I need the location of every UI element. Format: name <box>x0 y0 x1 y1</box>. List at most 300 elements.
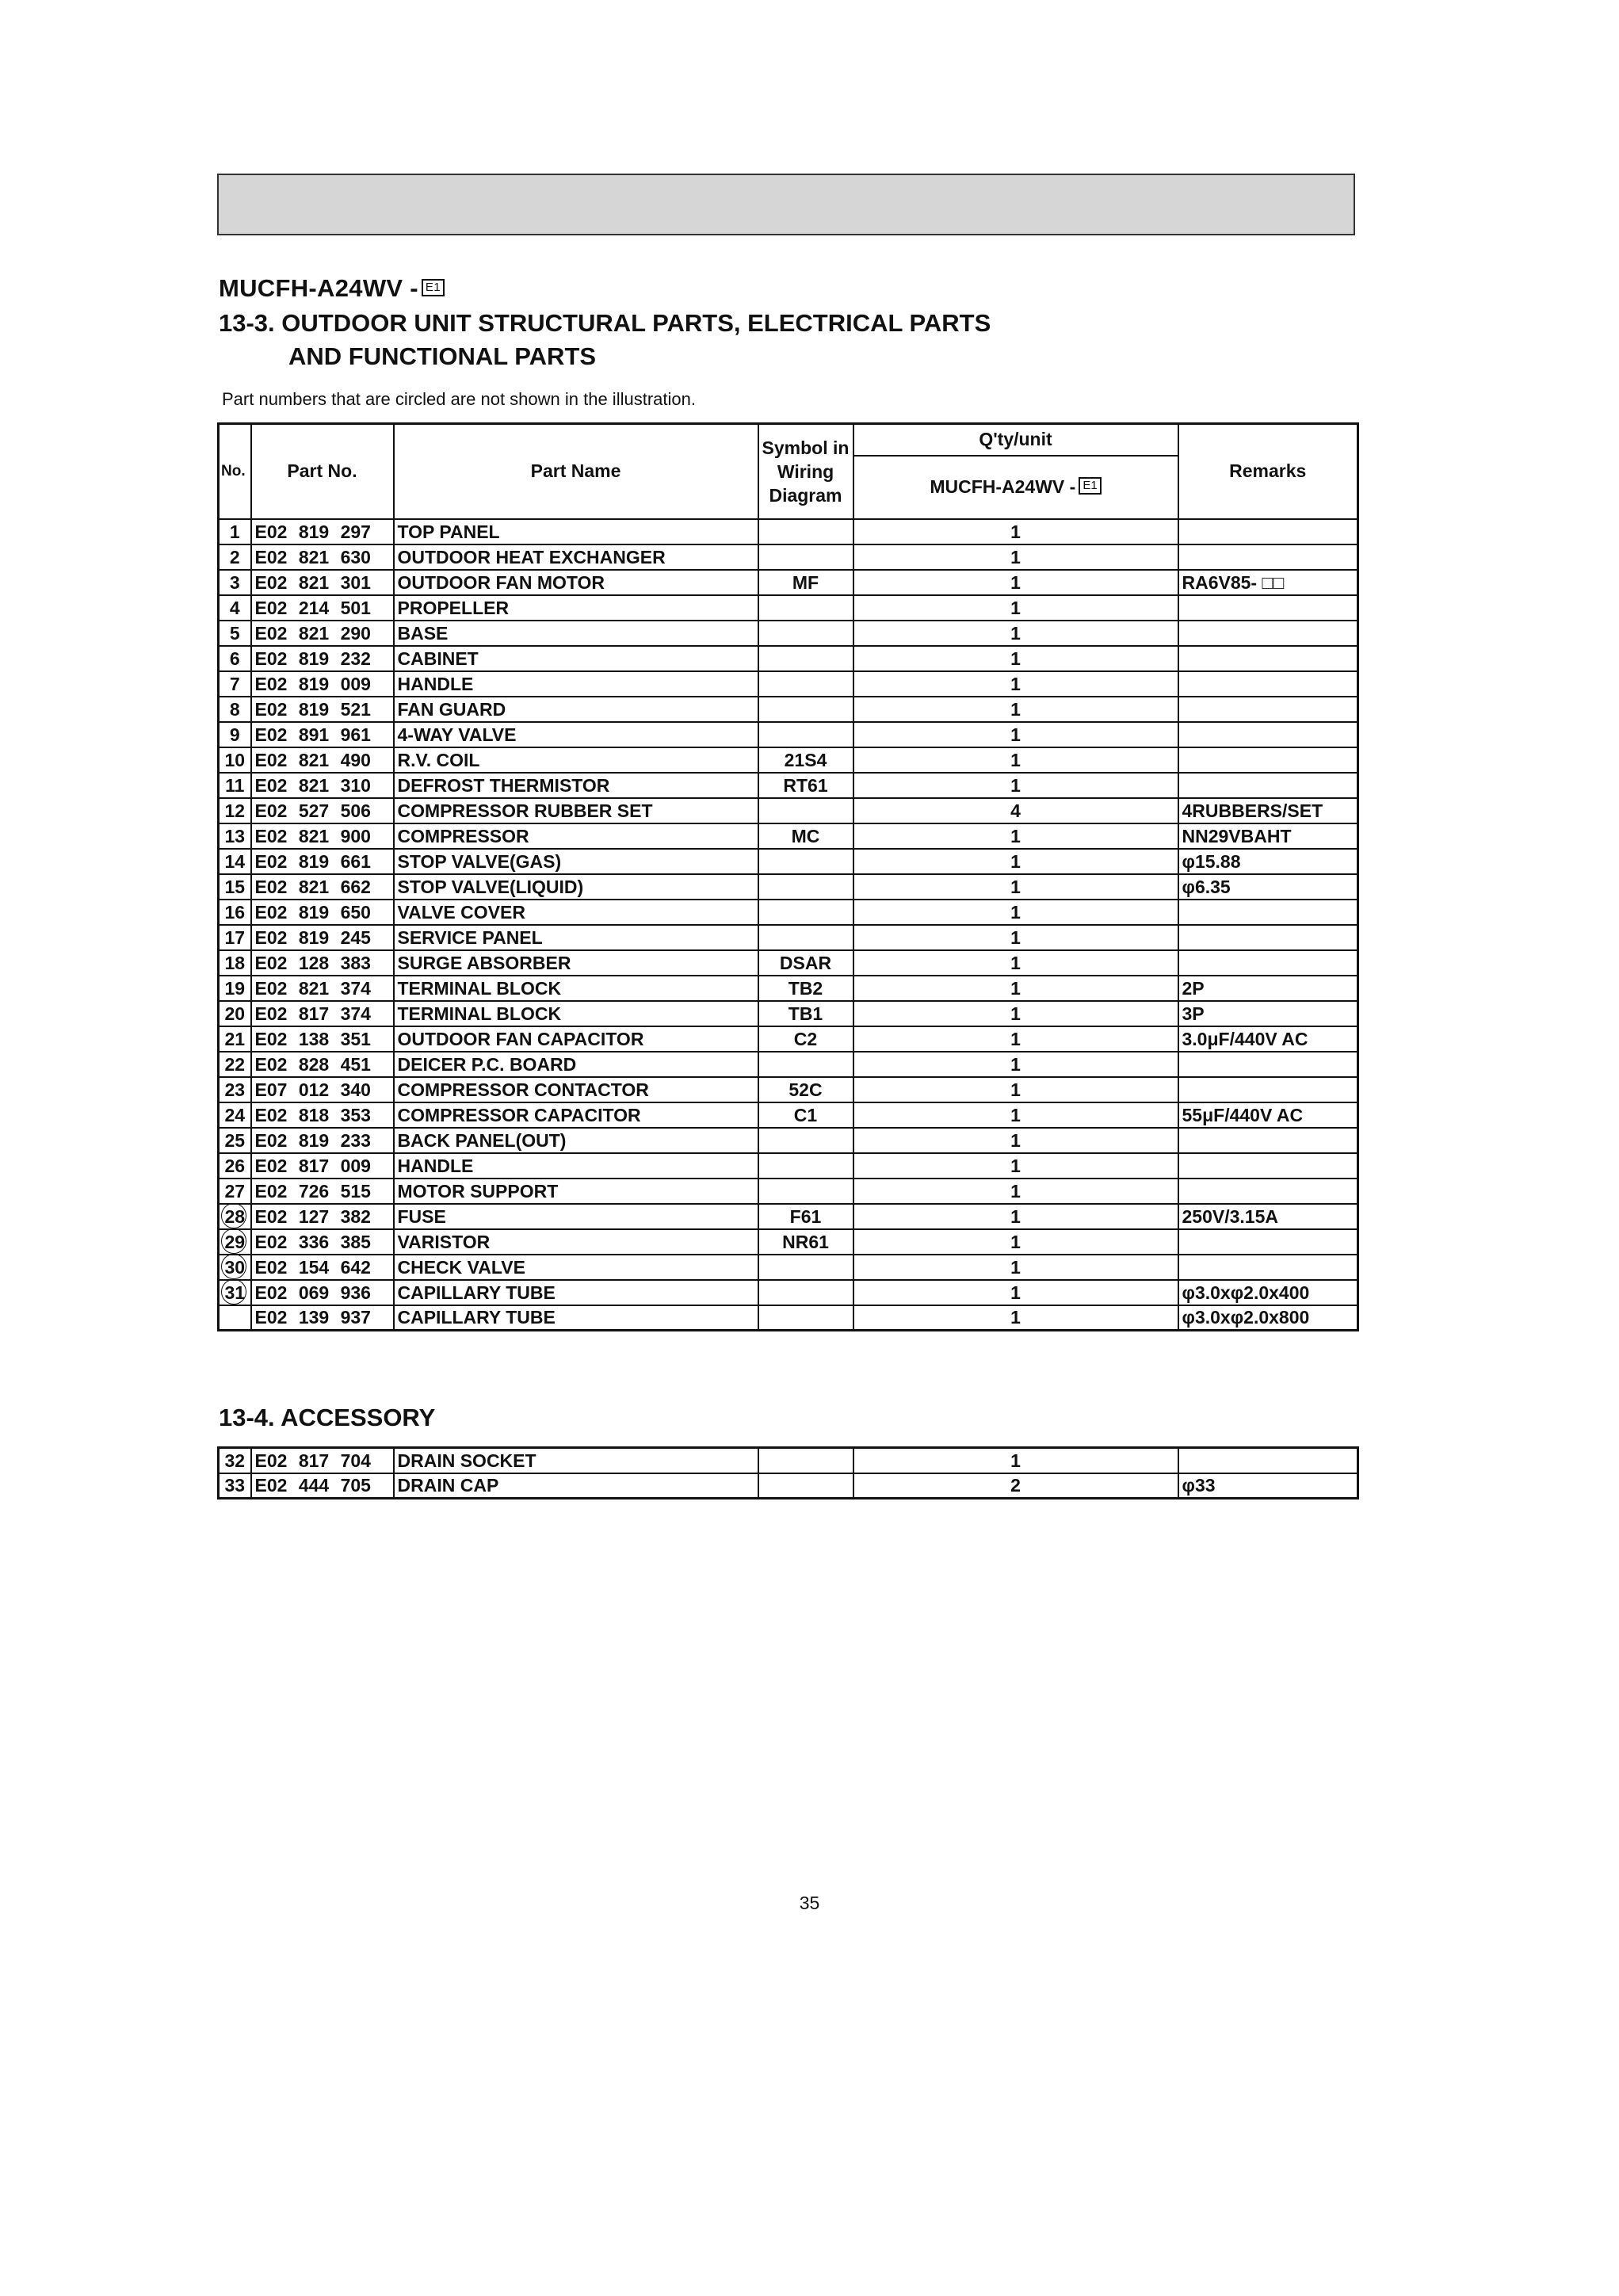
header-part-no: Part No. <box>251 424 394 519</box>
row-no <box>219 621 251 646</box>
row-part-name <box>394 697 758 722</box>
row-remarks-text: 2P <box>1182 977 1205 999</box>
row-remarks <box>1178 773 1358 798</box>
row-qty <box>853 798 1178 823</box>
row-qty-text: 1 <box>1010 597 1021 618</box>
row-no <box>219 1229 251 1255</box>
row-part-no <box>251 874 394 900</box>
table-row <box>219 621 1358 646</box>
row-remarks-text: φ6.35 <box>1182 876 1231 897</box>
row-part-name <box>394 823 758 849</box>
row-part-no-text: E02 821 490 <box>254 749 371 770</box>
row-symbol <box>758 950 853 976</box>
row-part-no <box>251 798 394 823</box>
row-part-name-text: TOP PANEL <box>397 521 500 542</box>
row-qty-text: 1 <box>1010 1231 1021 1252</box>
row-symbol <box>758 1305 853 1331</box>
row-no <box>219 874 251 900</box>
table-row <box>219 1128 1358 1153</box>
row-symbol <box>758 1001 853 1026</box>
row-part-no-text: E02 819 521 <box>254 698 371 720</box>
row-part-no-text: E02 527 506 <box>254 800 371 821</box>
row-qty <box>853 570 1178 595</box>
table-row <box>219 722 1358 747</box>
model-title-text: MUCFH-A24WV - <box>219 274 418 302</box>
header-bar <box>217 174 1355 235</box>
row-remarks-text: NN29VBAHT <box>1182 825 1292 846</box>
row-part-name <box>394 874 758 900</box>
row-qty <box>853 646 1178 671</box>
row-part-name <box>394 976 758 1001</box>
row-part-no-text: E02 821 900 <box>254 825 371 846</box>
row-qty-text: 1 <box>1010 1180 1021 1201</box>
row-part-name <box>394 1229 758 1255</box>
row-qty <box>853 621 1178 646</box>
row-remarks <box>1178 976 1358 1001</box>
row-no-text: 30 <box>224 1256 246 1278</box>
section-title-line1: 13-3. OUTDOOR UNIT STRUCTURAL PARTS, ELECTRICAL PARTS <box>219 309 991 337</box>
table-row <box>219 874 1358 900</box>
row-part-no <box>251 1128 394 1153</box>
row-part-no <box>251 1153 394 1179</box>
row-symbol-text: TB1 <box>788 1003 823 1024</box>
accessory-table <box>217 1446 1359 1499</box>
row-part-no-text: E02 817 009 <box>254 1155 371 1176</box>
row-part-name-text: DRAIN SOCKET <box>397 1450 536 1471</box>
table-row <box>219 1179 1358 1204</box>
row-remarks <box>1178 1052 1358 1077</box>
row-part-name <box>394 1305 758 1331</box>
row-no-text: 25 <box>224 1129 246 1151</box>
row-no <box>219 697 251 722</box>
accessory-row <box>219 1473 1358 1499</box>
table-row <box>219 900 1358 925</box>
row-remarks <box>1178 1280 1358 1305</box>
row-remarks <box>1178 1204 1358 1229</box>
row-qty-text: 1 <box>1010 1205 1021 1227</box>
row-symbol-text: 52C <box>788 1079 823 1100</box>
row-part-no-text: E02 819 661 <box>254 850 371 872</box>
row-part-no <box>251 1255 394 1280</box>
row-part-no-text: E02 817 374 <box>254 1003 371 1024</box>
row-no <box>219 570 251 595</box>
row-symbol <box>758 595 853 621</box>
parts-table <box>217 422 1359 1331</box>
row-part-no <box>251 925 394 950</box>
row-qty <box>853 544 1178 570</box>
row-qty <box>853 1153 1178 1179</box>
row-part-name-text: TERMINAL BLOCK <box>397 1003 562 1024</box>
row-symbol <box>758 1153 853 1179</box>
table-row <box>219 1305 1358 1331</box>
row-qty <box>853 1229 1178 1255</box>
row-part-no-text: E02 821 310 <box>254 774 371 796</box>
row-part-no-text: E02 138 351 <box>254 1028 371 1049</box>
row-part-no-text: E02 821 301 <box>254 571 371 593</box>
row-part-no <box>251 976 394 1001</box>
row-part-no <box>251 621 394 646</box>
row-part-no-text: E02 821 630 <box>254 546 371 567</box>
row-part-no <box>251 773 394 798</box>
row-symbol <box>758 1255 853 1280</box>
row-remarks <box>1178 1102 1358 1128</box>
row-no-text: 16 <box>224 901 246 923</box>
row-part-no <box>251 697 394 722</box>
row-no <box>219 747 251 773</box>
row-part-name <box>394 1052 758 1077</box>
row-part-name-text: COMPRESSOR RUBBER SET <box>397 800 653 821</box>
row-part-name-text: COMPRESSOR <box>397 825 529 846</box>
row-part-no <box>251 1052 394 1077</box>
header-part-name: Part Name <box>394 424 758 519</box>
row-part-name-text: FUSE <box>397 1205 446 1227</box>
row-qty <box>853 1305 1178 1331</box>
row-part-name-text: CAPILLARY TUBE <box>397 1282 556 1303</box>
row-no-text: 17 <box>224 926 246 948</box>
row-remarks-text: φ3.0xφ2.0x800 <box>1182 1307 1310 1328</box>
row-part-no <box>251 595 394 621</box>
row-no <box>219 1280 251 1305</box>
row-part-no-text: E02 444 705 <box>254 1475 371 1496</box>
row-qty-text: 1 <box>1010 571 1021 593</box>
row-no <box>219 823 251 849</box>
row-part-no <box>251 1179 394 1204</box>
row-remarks <box>1178 544 1358 570</box>
row-remarks <box>1178 1305 1358 1331</box>
row-remarks-text: RA6V85- □□ <box>1182 571 1285 593</box>
row-no-text: 1 <box>229 521 240 542</box>
row-qty <box>853 1102 1178 1128</box>
row-no <box>219 1204 251 1229</box>
row-no <box>219 900 251 925</box>
row-part-no-text: E02 154 642 <box>254 1256 371 1278</box>
row-symbol <box>758 747 853 773</box>
accessory-title: 13-4. ACCESSORY <box>219 1404 436 1431</box>
row-no-text: 11 <box>225 774 245 796</box>
header-symbol: Symbol in Wiring Diagram <box>758 424 853 519</box>
header-qty-group: Q'ty/unit <box>853 424 1178 456</box>
row-part-name-text: COMPRESSOR CONTACTOR <box>397 1079 649 1100</box>
row-part-no-text: E02 821 374 <box>254 977 371 999</box>
row-symbol <box>758 1128 853 1153</box>
row-remarks <box>1178 519 1358 544</box>
row-part-no-text: E02 819 297 <box>254 521 371 542</box>
row-symbol <box>758 621 853 646</box>
row-qty <box>853 722 1178 747</box>
row-part-name <box>394 1473 758 1499</box>
row-no-text: 22 <box>224 1053 246 1075</box>
row-remarks <box>1178 1153 1358 1179</box>
row-qty <box>853 1473 1178 1499</box>
row-part-name <box>394 595 758 621</box>
row-part-name-text: HANDLE <box>397 673 474 694</box>
row-part-name <box>394 1255 758 1280</box>
row-qty <box>853 697 1178 722</box>
row-symbol <box>758 671 853 697</box>
row-part-name-text: SERVICE PANEL <box>397 926 543 948</box>
row-part-name-text: CHECK VALVE <box>397 1256 525 1278</box>
row-symbol <box>758 976 853 1001</box>
row-symbol <box>758 849 853 874</box>
row-no <box>219 1077 251 1102</box>
row-part-no <box>251 671 394 697</box>
row-remarks <box>1178 874 1358 900</box>
row-no-text: 27 <box>224 1180 246 1201</box>
row-qty-text: 1 <box>1010 952 1021 973</box>
row-part-name <box>394 722 758 747</box>
row-part-no-text: E02 127 382 <box>254 1205 371 1227</box>
row-qty <box>853 1052 1178 1077</box>
row-part-name-text: BACK PANEL(OUT) <box>397 1129 567 1151</box>
row-qty-text: 1 <box>1010 1053 1021 1075</box>
row-part-no-text: E02 821 662 <box>254 876 371 897</box>
row-qty-text: 1 <box>1010 1003 1021 1024</box>
row-qty <box>853 1001 1178 1026</box>
row-qty-text: 1 <box>1010 1307 1021 1328</box>
row-remarks-text: φ3.0xφ2.0x400 <box>1182 1282 1310 1303</box>
row-symbol-text: TB2 <box>788 977 823 999</box>
row-qty <box>853 671 1178 697</box>
row-part-no <box>251 1077 394 1102</box>
table-row <box>219 950 1358 976</box>
row-remarks <box>1178 1255 1358 1280</box>
row-qty-text: 1 <box>1010 1282 1021 1303</box>
row-remarks-text: 55μF/440V AC <box>1182 1104 1304 1125</box>
row-part-no <box>251 544 394 570</box>
row-part-no-text: E02 214 501 <box>254 597 371 618</box>
row-part-name-text: VARISTOR <box>397 1231 491 1252</box>
row-part-name <box>394 1026 758 1052</box>
row-no <box>219 1026 251 1052</box>
row-remarks-text: φ15.88 <box>1182 850 1241 872</box>
row-qty <box>853 1026 1178 1052</box>
row-remarks <box>1178 1473 1358 1499</box>
row-qty <box>853 595 1178 621</box>
row-qty <box>853 1204 1178 1229</box>
row-remarks <box>1178 798 1358 823</box>
row-no <box>219 1473 251 1499</box>
row-qty-text: 1 <box>1010 774 1021 796</box>
row-qty <box>853 1128 1178 1153</box>
row-part-no <box>251 900 394 925</box>
accessory-table-body <box>219 1448 1358 1499</box>
row-qty-text: 1 <box>1010 1450 1021 1471</box>
row-qty-text: 1 <box>1010 749 1021 770</box>
row-no-text: 26 <box>224 1155 246 1176</box>
row-symbol-text: MC <box>791 825 820 846</box>
row-part-name <box>394 747 758 773</box>
row-no <box>219 1255 251 1280</box>
row-remarks <box>1178 1001 1358 1026</box>
row-no <box>219 925 251 950</box>
row-no-text: 9 <box>229 724 240 745</box>
row-no-text: 10 <box>224 749 246 770</box>
row-no <box>219 950 251 976</box>
row-part-name-text: BASE <box>397 622 449 644</box>
row-no <box>219 646 251 671</box>
table-row <box>219 1255 1358 1280</box>
row-qty <box>853 1179 1178 1204</box>
row-part-name <box>394 798 758 823</box>
table-row <box>219 646 1358 671</box>
row-remarks-text: 3.0μF/440V AC <box>1182 1028 1308 1049</box>
row-no-text: 12 <box>224 800 246 821</box>
row-symbol <box>758 519 853 544</box>
row-no-text: 19 <box>224 977 246 999</box>
row-no <box>219 1001 251 1026</box>
row-part-name-text: VALVE COVER <box>397 901 525 923</box>
row-part-name <box>394 1280 758 1305</box>
row-part-name <box>394 1179 758 1204</box>
row-qty <box>853 976 1178 1001</box>
table-row <box>219 544 1358 570</box>
row-qty-text: 2 <box>1010 1475 1021 1496</box>
row-part-name-text: DEFROST THERMISTOR <box>397 774 610 796</box>
row-symbol <box>758 900 853 925</box>
row-symbol <box>758 1280 853 1305</box>
row-no <box>219 1179 251 1204</box>
row-remarks <box>1178 900 1358 925</box>
row-remarks <box>1178 646 1358 671</box>
row-part-no-text: E07 012 340 <box>254 1079 371 1100</box>
row-qty <box>853 1280 1178 1305</box>
row-symbol <box>758 570 853 595</box>
row-symbol <box>758 646 853 671</box>
row-remarks <box>1178 697 1358 722</box>
row-part-name <box>394 570 758 595</box>
row-remarks <box>1178 1229 1358 1255</box>
row-no <box>219 544 251 570</box>
row-part-name <box>394 1204 758 1229</box>
row-part-name-text: FAN GUARD <box>397 698 506 720</box>
row-no <box>219 1305 251 1331</box>
row-no-text: 14 <box>224 850 246 872</box>
row-part-no <box>251 1001 394 1026</box>
row-remarks <box>1178 671 1358 697</box>
row-qty-text: 1 <box>1010 1079 1021 1100</box>
row-no-text: 5 <box>229 622 240 644</box>
row-part-name <box>394 950 758 976</box>
row-no <box>219 976 251 1001</box>
row-qty-text: 1 <box>1010 1155 1021 1176</box>
row-qty-text: 1 <box>1010 1129 1021 1151</box>
row-no <box>219 1448 251 1473</box>
row-no <box>219 798 251 823</box>
row-part-no-text: E02 891 961 <box>254 724 371 745</box>
row-part-name <box>394 900 758 925</box>
row-part-name-text: STOP VALVE(LIQUID) <box>397 876 584 897</box>
row-symbol <box>758 925 853 950</box>
row-remarks <box>1178 747 1358 773</box>
row-symbol <box>758 798 853 823</box>
row-part-name <box>394 773 758 798</box>
row-qty-text: 1 <box>1010 1028 1021 1049</box>
row-part-no <box>251 1102 394 1128</box>
table-row <box>219 1153 1358 1179</box>
row-part-no <box>251 1204 394 1229</box>
row-part-no-text: E02 819 650 <box>254 901 371 923</box>
row-symbol <box>758 1204 853 1229</box>
row-qty-text: 1 <box>1010 1256 1021 1278</box>
row-no-text: 15 <box>224 876 246 897</box>
row-part-name <box>394 1448 758 1473</box>
row-qty-text: 1 <box>1010 901 1021 923</box>
row-symbol-text: DSAR <box>779 952 832 973</box>
header-qty-model <box>853 456 1178 519</box>
row-remarks-text: 4RUBBERS/SET <box>1182 800 1323 821</box>
row-part-name-text: TERMINAL BLOCK <box>397 977 562 999</box>
row-no-text: 7 <box>229 673 240 694</box>
row-part-name <box>394 1102 758 1128</box>
row-qty <box>853 823 1178 849</box>
model-title <box>219 274 445 303</box>
row-remarks <box>1178 570 1358 595</box>
row-part-no-text: E02 336 385 <box>254 1231 371 1252</box>
table-row <box>219 1102 1358 1128</box>
row-remarks <box>1178 722 1358 747</box>
row-qty-text: 1 <box>1010 876 1021 897</box>
row-part-name-text: MOTOR SUPPORT <box>397 1180 559 1201</box>
row-part-no <box>251 519 394 544</box>
row-no <box>219 722 251 747</box>
row-qty <box>853 950 1178 976</box>
row-qty <box>853 1255 1178 1280</box>
section-title <box>219 307 991 373</box>
row-part-name <box>394 519 758 544</box>
row-symbol <box>758 544 853 570</box>
row-symbol <box>758 1473 853 1499</box>
table-row <box>219 773 1358 798</box>
row-no-text: 32 <box>224 1450 246 1471</box>
row-qty-text: 1 <box>1010 724 1021 745</box>
row-part-no <box>251 1026 394 1052</box>
row-no <box>219 1102 251 1128</box>
row-remarks <box>1178 1026 1358 1052</box>
row-no-text: 29 <box>224 1231 246 1252</box>
row-remarks <box>1178 621 1358 646</box>
row-symbol-text: 21S4 <box>784 749 827 770</box>
row-part-name-text: DEICER P.C. BOARD <box>397 1053 577 1075</box>
model-tag: E1 <box>422 279 445 296</box>
row-remarks <box>1178 1448 1358 1473</box>
row-part-name-text: STOP VALVE(GAS) <box>397 850 562 872</box>
row-qty-text: 1 <box>1010 977 1021 999</box>
row-part-no <box>251 950 394 976</box>
row-symbol <box>758 823 853 849</box>
row-qty-text: 1 <box>1010 521 1021 542</box>
parts-table-header <box>219 424 1358 519</box>
header-no: No. <box>219 424 251 519</box>
row-part-name-text: CABINET <box>397 648 479 669</box>
table-row <box>219 1001 1358 1026</box>
row-qty <box>853 874 1178 900</box>
row-part-no-text: E02 817 704 <box>254 1450 371 1471</box>
row-remarks <box>1178 823 1358 849</box>
row-qty-text: 1 <box>1010 622 1021 644</box>
row-no-text: 6 <box>229 648 240 669</box>
row-part-no <box>251 1305 394 1331</box>
row-part-name <box>394 544 758 570</box>
header-remarks: Remarks <box>1178 424 1358 519</box>
row-qty <box>853 900 1178 925</box>
row-qty <box>853 849 1178 874</box>
row-part-name <box>394 621 758 646</box>
row-part-name <box>394 671 758 697</box>
row-part-no <box>251 1280 394 1305</box>
page-number: 35 <box>799 1893 820 1913</box>
row-remarks <box>1178 950 1358 976</box>
row-part-no-text: E02 128 383 <box>254 952 371 973</box>
